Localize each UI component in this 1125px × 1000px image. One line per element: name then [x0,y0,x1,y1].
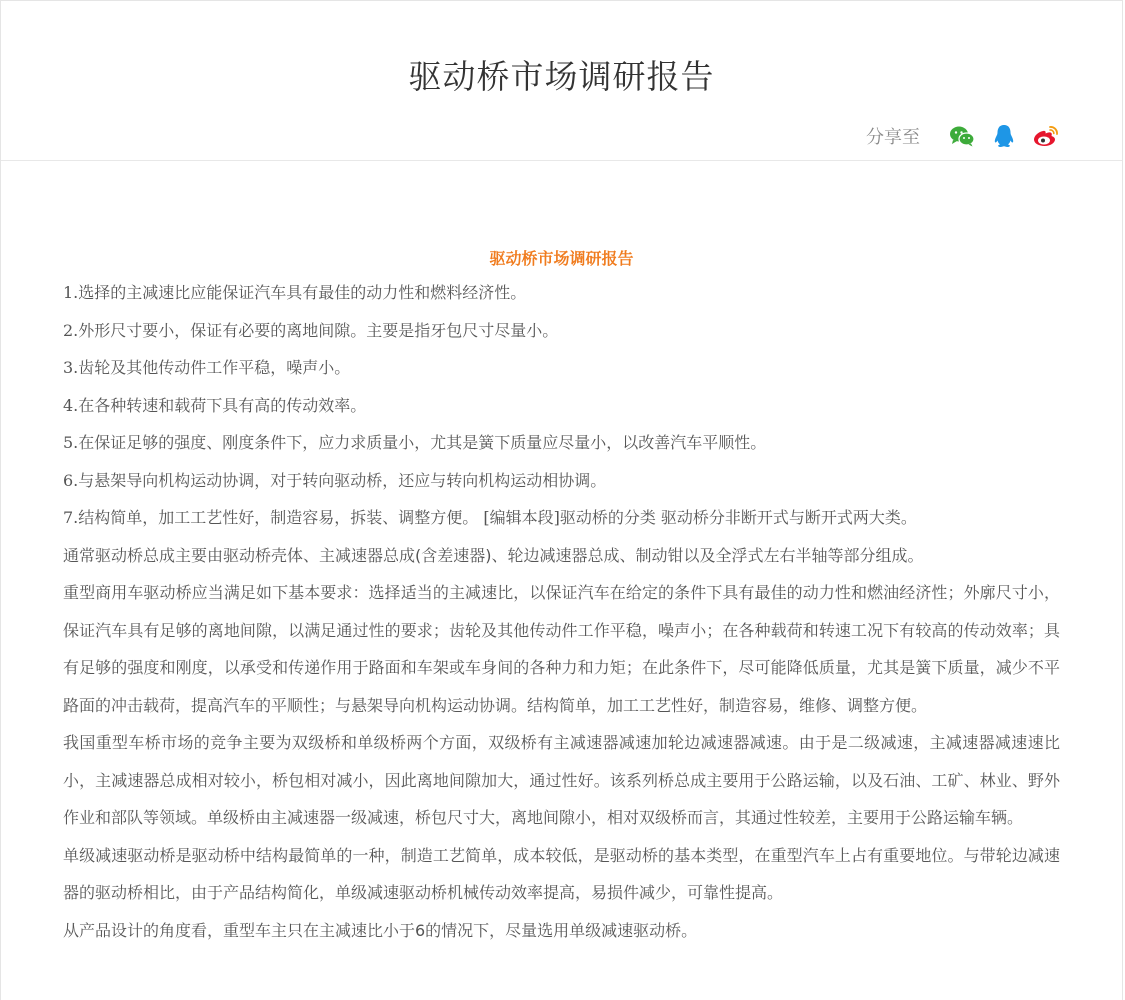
qq-icon[interactable] [990,122,1018,150]
paragraph: 从产品设计的角度看，重型车主只在主减速比小于6的情况下，尽量选用单级减速驱动桥。 [63,920,698,940]
wechat-icon[interactable] [948,122,976,150]
share-label: 分享至 [866,127,920,148]
list-item: 4.在各种转速和载荷下具有高的传动效率。 [63,395,367,415]
paragraph: 单级减速驱动桥是驱动桥中结构最简单的一种，制造工艺简单，成本较低，是驱动桥的基本类型，在重型汽车上占有重要地位。与带轮边减速器的驱动桥相比，由于产品结构简化，单级减速驱动桥机械传动效率提高，易损件减少，可靠性提高。 [63,845,1060,902]
paragraph: 我国重型车桥市场的竞争主要为双级桥和单级桥两个方面，双级桥有主减速器减速加轮边减速器减速。由于是二级减速，主减速器减速速比小，主减速器总成相对较小，桥包相对减小，因此离地间隙加大，通过性好。该系列桥总成主要用于公路运输，以及石油、工矿、林业、野外作业和部队等领域。单级桥由主减速器一级减速，桥包尺寸大，离地间隙小，相对双级桥而言，其通过性较差，主要用于公路运输车辆。 [63,733,1060,827]
list-item: 5.在保证足够的强度、刚度条件下，应力求质量小，尤其是簧下质量应尽量小，以改善汽车平顺性。 [63,433,767,452]
list-item: 7.结构简单，加工工艺性好，制造容易，拆装、调整方便。 [编辑本段]驱动桥的分类 驱动桥分非断开式与断开式两大类。 [63,508,917,527]
list-item: 2.外形尺寸要小，保证有必要的离地间隙。主要是指牙包尺寸尽量小。 [63,320,559,340]
paragraph: 重型商用车驱动桥应当满足如下基本要求：选择适当的主减速比，以保证汽车在给定的条件下具有最佳的动力性和燃油经济性；外廓尺寸小，保证汽车具有足够的离地间隙，以满足通过性的要求；齿轮及其他传动件工作平稳，噪声小；在各种载荷和转速工况下有较高的传动效率；具有足够的强度和刚度，以承受和传递作用于路面和车架或车身间的各种力和力矩；在此条件下，尽可能降低质量，尤其是簧下质量，减少不平路面的冲击载荷，提高汽车的平顺性；与悬架导向机构运动协调。结构简单，加工工艺性好，制造容易，维修、调整方便。 [63,583,1060,715]
article-title: 驱动桥市场调研报告 [489,249,634,268]
paragraph: 通常驱动桥总成主要由驱动桥壳体、主减速器总成(含差速器)、轮边减速器总成、制动钳以及全浮式左右半轴等部分组成。 [63,545,924,565]
list-item: 3.齿轮及其他传动件工作平稳，噪声小。 [63,358,351,377]
page-title: 驱动桥市场调研报告 [408,57,715,96]
list-item: 1.选择的主减速比应能保证汽车具有最佳的动力性和燃料经济性。 [63,283,527,302]
page-header [1,1,1122,161]
article-content [1,244,1122,949]
weibo-icon[interactable] [1032,122,1060,150]
list-item: 6.与悬架导向机构运动协调，对于转向驱动桥，还应与转向机构运动相协调。 [63,470,607,490]
share-bar [866,121,1060,151]
